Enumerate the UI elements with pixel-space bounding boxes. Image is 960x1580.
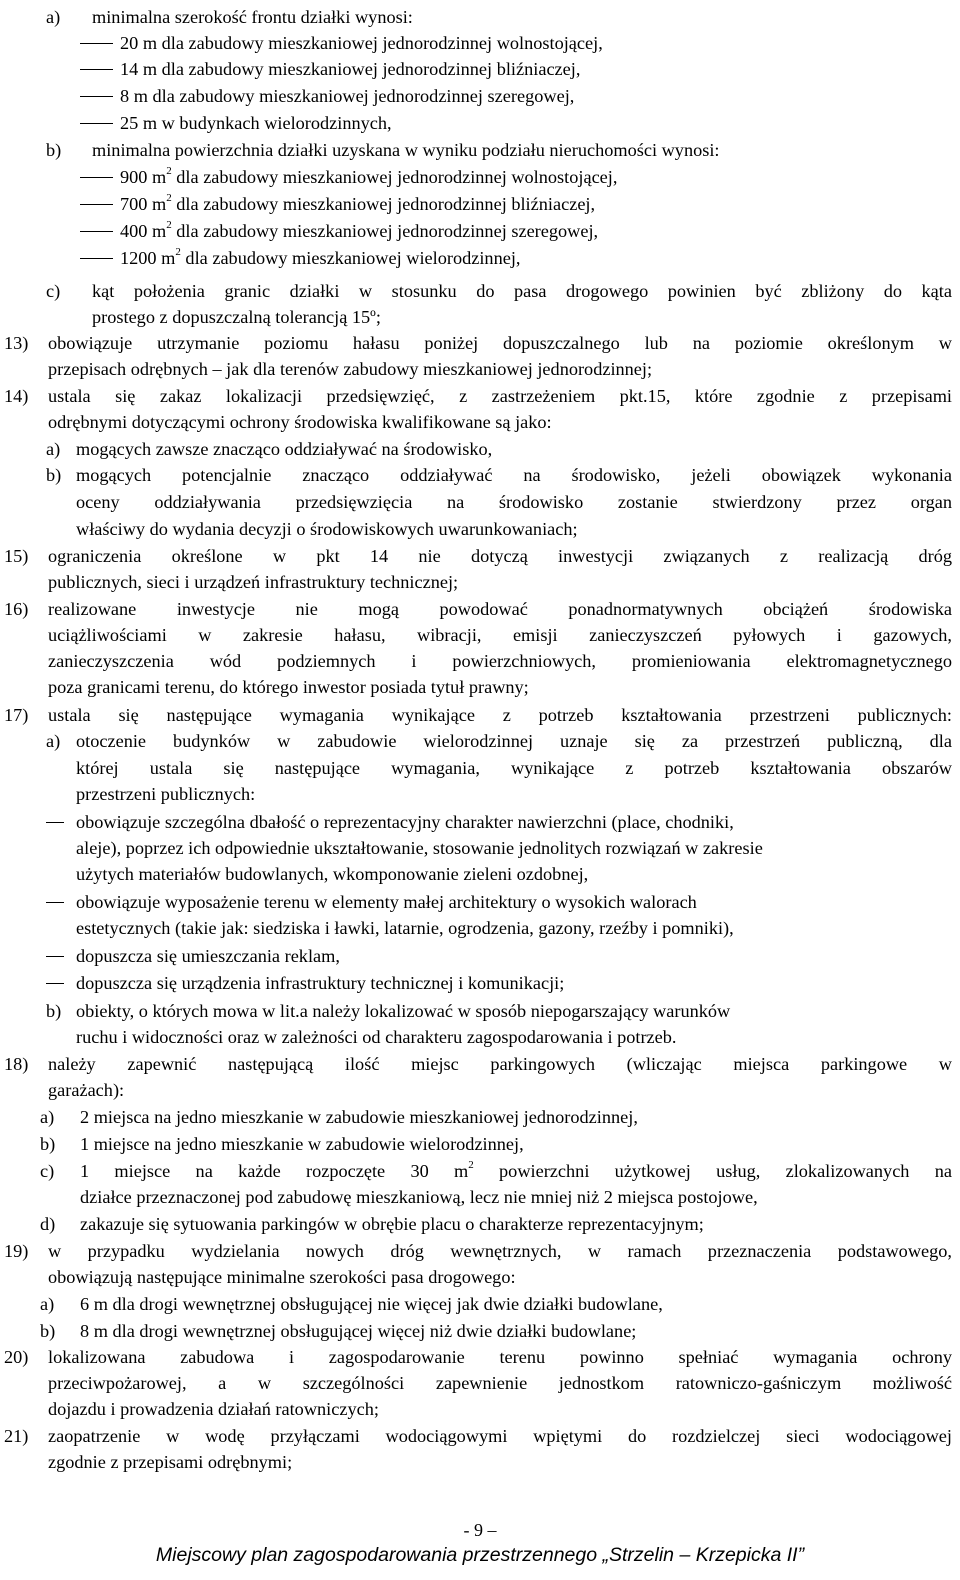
text-line: dopuszcza się urządzenia infrastruktury technicznej i komunikacji; [76, 973, 565, 993]
list-marker: a) [40, 1107, 55, 1127]
list-marker: 18) [4, 1054, 29, 1074]
text-line: obowiązują następujące minimalne szerokości pasa drogowego: [48, 1267, 516, 1287]
dash-bullet [46, 902, 64, 903]
dash-bullet [80, 96, 113, 97]
text-line: działce przeznaczonej pod zabudowę mieszkaniową, lecz nie mniej niż 2 miejsca postojowe, [80, 1187, 758, 1207]
text-line: uciążliwościami w zakresie hałasu, wibracji, emisji zanieczyszczeń pyłowych i gazowych, [48, 625, 952, 645]
text-line: zgodnie z przepisami odrębnymi; [48, 1452, 293, 1472]
dash-bullet [80, 43, 113, 44]
text-line: w przypadku wydzielania nowych dróg wewnętrznych, w ramach przeznaczenia podstawowego, [48, 1241, 952, 1261]
list-marker: a) [40, 1294, 55, 1314]
text-line: obowiązuje wyposażenie terenu w elementy małej architektury o wysokich walorach [76, 892, 697, 912]
list-marker: d) [40, 1214, 56, 1234]
text-line: 8 m dla drogi wewnętrznej obsługującej więcej niż dwie działki budowlane; [80, 1321, 637, 1341]
dash-bullet [80, 123, 113, 124]
text-line: obiekty, o których mowa w lit.a należy lokalizować w sposób niepogarszający warunków [76, 1001, 731, 1021]
text-line: użytych materiałów budowlanych, wkomponowanie zieleni ozdobnej, [76, 864, 589, 884]
text-line: 1 miejsce na każde rozpoczęte 30 $m^2$ powierzchni użytkowej usług, zlokalizowanych na [80, 1158, 952, 1181]
text-line: estetycznych (takie jak: siedziska i ławki, latarnie, ogrodzenia, gazony, rzeźby i pomniki), [76, 918, 734, 938]
text-line: lokalizowana zabudowa i zagospodarowanie terenu powinno spełniać wymagania ochrony [48, 1347, 952, 1367]
text-line: ograniczenia określone w pkt 14 nie dotyczą inwestycji związanych z realizacją dróg [48, 546, 952, 566]
text-line: otoczenie budynków w zabudowie wielorodzinnej uznaje się za przestrzeń publiczną, dla [76, 731, 952, 751]
list-marker: b) [46, 140, 62, 160]
list-marker: 13) [4, 333, 29, 353]
text-line: obowiązuje utrzymanie poziomu hałasu poniżej dopuszczalnego lub na poziomie określonym w [48, 333, 952, 353]
text-line: odrębnymi dotyczącymi ochrony środowiska kwalifikowane są jako: [48, 412, 552, 432]
text-line: minimalna powierzchnia działki uzyskana w wyniku podziału nieruchomości wynosi: [92, 140, 720, 160]
dash-bullet [46, 956, 64, 957]
list-marker: 17) [4, 705, 29, 725]
text-line: 1 miejsce na jedno mieszkanie w zabudowie wielorodzinnej, [80, 1134, 524, 1154]
list-marker: b) [40, 1321, 56, 1341]
text-line: 8 m dla zabudowy mieszkaniowej jednorodzinnej szeregowej, [120, 86, 575, 106]
list-marker: b) [46, 465, 62, 485]
text-line: 1200 $m^2$ dla zabudowy mieszkaniowej wielorodzinnej, [120, 245, 521, 268]
text-line: mogących zawsze znacząco oddziaływać na środowisko, [76, 439, 493, 459]
text-line: obowiązuje szczególna dbałość o reprezentacyjny charakter nawierzchni (place, chodniki, [76, 812, 734, 832]
dash-bullet [80, 69, 113, 70]
list-marker: 20) [4, 1347, 29, 1367]
list-marker: c) [46, 281, 61, 301]
text-line: ustala się następujące wymagania wynikające z potrzeb kształtowania przestrzeni publicznych: [48, 705, 952, 725]
dash-bullet [46, 983, 64, 984]
list-marker: a) [46, 7, 61, 27]
text-line: przeciwpożarowej, a w szczególności zapewnienie jednostkom ratowniczo-gaśniczym możliwość [48, 1373, 952, 1393]
text-line: prostego z dopuszczalną tolerancją 15º; [92, 307, 381, 327]
text-line: której ustala się następujące wymagania, wynikające z potrzeb kształtowania obszarów [76, 758, 952, 778]
text-line: 2 miejsca na jedno mieszkanie w zabudowie mieszkaniowej jednorodzinnej, [80, 1107, 638, 1127]
text-line: należy zapewnić następującą ilość miejsc parkingowych (wliczając miejsca parkingowe w [48, 1054, 952, 1074]
text-line: 400 $m^2$ dla zabudowy mieszkaniowej jednorodzinnej szeregowej, [120, 218, 599, 241]
dash-bullet [80, 258, 113, 259]
list-marker: b) [46, 1001, 62, 1021]
text-line: 6 m dla drogi wewnętrznej obsługującej nie więcej jak dwie działki budowlane, [80, 1294, 663, 1314]
text-line: zaopatrzenie w wodę przyłączami wodociągowymi wpiętymi do rozdzielczej sieci wodociągowej [48, 1426, 952, 1446]
list-marker: c) [40, 1161, 55, 1181]
text-line: 20 m dla zabudowy mieszkaniowej jednorodzinnej wolnostojącej, [120, 33, 603, 53]
text-line: właściwy do wydania decyzji o środowiskowych uwarunkowaniach; [76, 519, 578, 539]
dash-bullet [46, 822, 64, 823]
list-marker: a) [46, 731, 61, 751]
text-line: dopuszcza się umieszczania reklam, [76, 946, 340, 966]
text-line: zakazuje się sytuowania parkingów w obrębie placu o charakterze reprezentacyjnym; [80, 1214, 704, 1234]
dash-bullet [80, 177, 113, 178]
text-line: realizowane inwestycje nie mogą powodować ponadnormatywnych obciążeń środowiska [48, 599, 952, 619]
text-line: dojazdu i prowadzenia działań ratowniczych; [48, 1399, 379, 1419]
page-number: - 9 – [463, 1520, 497, 1540]
text-line: publicznych, sieci i urządzeń infrastruktury technicznej; [48, 572, 459, 592]
text-line: 14 m dla zabudowy mieszkaniowej jednorodzinnej bliźniaczej, [120, 59, 581, 79]
text-line: przestrzeni publicznych: [76, 784, 256, 804]
footer-title: Miejscowy plan zagospodarowania przestrzennego „Strzelin – Krzepicka II” [155, 1544, 805, 1566]
dash-bullet [80, 231, 113, 232]
list-marker: 19) [4, 1241, 29, 1261]
text-line: aleje), poprzez ich odpowiednie ukształtowanie, stosowanie jednolitych rozwiązań w zakresie [76, 838, 763, 858]
text-line: kąt położenia granic działki w stosunku do pasa drogowego powinien być zbliżony do kąta [92, 281, 952, 301]
text-line: ustala się zakaz lokalizacji przedsięwzięć, z zastrzeżeniem pkt.15, które zgodnie z przepisami [48, 386, 952, 406]
text-line: minimalna szerokość frontu działki wynosi: [92, 7, 413, 27]
list-marker: 15) [4, 546, 29, 566]
text-line: garażach): [48, 1080, 125, 1100]
list-marker: b) [40, 1134, 56, 1154]
text-line: poza granicami terenu, do którego inwestor posiada tytuł prawny; [48, 677, 529, 697]
list-marker: 16) [4, 599, 29, 619]
text-line: 900 $m^2$ dla zabudowy mieszkaniowej jednorodzinnej wolnostojącej, [120, 164, 618, 187]
list-marker: a) [46, 439, 61, 459]
dash-bullet [80, 204, 113, 205]
text-line: przepisach odrębnych – jak dla terenów zabudowy mieszkaniowej jednorodzinnej; [48, 359, 653, 379]
text-line: 700 $m^2$ dla zabudowy mieszkaniowej jednorodzinnej bliźniaczej, [120, 191, 596, 214]
list-marker: 21) [4, 1426, 29, 1446]
text-line: oceny oddziaływania przedsięwzięcia na środowisko zostanie stwierdzony przez organ [76, 492, 952, 512]
text-line: zanieczyszczenia wód podziemnych i powierzchniowych, promieniowania elektromagnetycznego [48, 651, 952, 671]
text-line: ruchu i widoczności oraz w zależności od charakteru zagospodarowania i potrzeb. [76, 1027, 677, 1047]
text-line: 25 m w budynkach wielorodzinnych, [120, 113, 392, 133]
text-line: mogących potencjalnie znacząco oddziaływać na środowisko, jeżeli obowiązek wykonania [76, 465, 952, 485]
list-marker: 14) [4, 386, 29, 406]
